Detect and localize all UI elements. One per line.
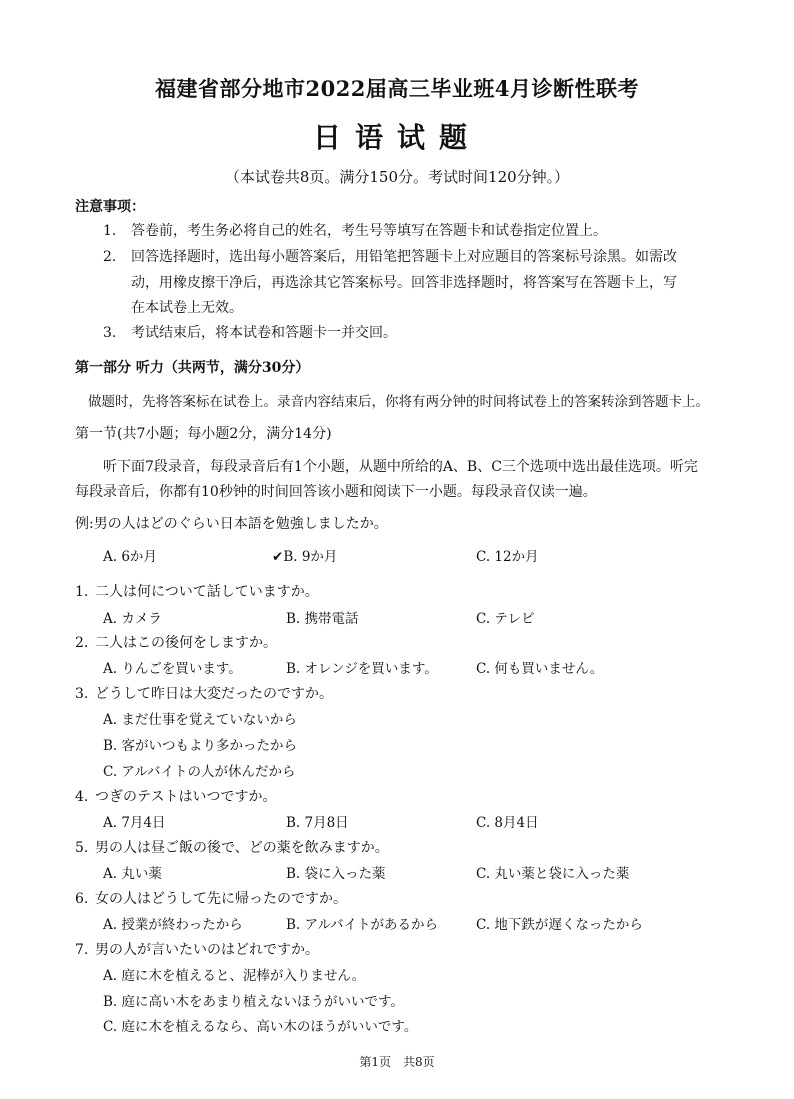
option-b: B. アルバイトがあるから (286, 917, 439, 933)
option-a: A. りんごを買います。 (103, 661, 242, 677)
option-b: B. 客がいつもより多かったから (103, 738, 298, 754)
exam-title: 福建省部分地市2022届高三毕业班4月诊断性联考 (154, 76, 640, 101)
question-text: 男の人が言いたいのはどれですか。 (95, 942, 319, 958)
section1-heading: 第一节(共7小题；每小题2分，满分14分) (75, 426, 332, 442)
option-b: B. オレンジを買います。 (286, 661, 438, 677)
question-text: つぎのテストはいつですか。 (95, 789, 277, 805)
notice-text: 动，用橡皮擦干净后，再选涂其它答案标号。回答非选择题时，将答案写在答题卡上，写 (131, 275, 677, 291)
question-number: 7. (75, 942, 89, 958)
option-a: A. 授業が終わったから (103, 917, 243, 933)
option-c: C. 8月4日 (476, 815, 539, 831)
option-c: C. アルバイトの人が休んだから (103, 764, 296, 780)
notice-text: 回答选择题时，选出每小题答案后，用铅笔把答题卡上对应题目的答案标号涂黑。如需改 (131, 249, 677, 265)
example-question: 例:男の人はどのぐらい日本語を勉強しましたか。 (75, 516, 388, 532)
notice-number: 3. (103, 325, 117, 341)
notice-number: 2. (103, 249, 117, 265)
notice-item (103, 322, 397, 342)
example-option-b-label: B. 9か月 (283, 549, 338, 565)
option-c: C. 庭に木を植えるなら、高い木のほうがいいです。 (103, 1019, 418, 1035)
notice-item (103, 220, 607, 240)
question (75, 837, 389, 857)
question-text: 二人はこの後何をしますか。 (95, 635, 277, 651)
example-option-a: A. 6か月 (103, 549, 157, 565)
page-number: 第1页 共8页 (359, 1055, 435, 1069)
option-a: A. まだ仕事を覚えていないから (103, 712, 297, 728)
notice-text: 考试结束后，将本试卷和答题卡一并交回。 (131, 325, 397, 341)
option-c: C. 丸い薬と袋に入った薬 (476, 866, 630, 882)
question (75, 683, 333, 703)
question-number: 2. (75, 635, 89, 651)
check-mark-icon: ✔ (272, 549, 284, 565)
question (75, 939, 319, 959)
option-b: B. 7月8日 (286, 815, 349, 831)
example-option-b (272, 545, 337, 565)
notice-number: 1. (103, 223, 117, 239)
question (75, 632, 277, 652)
option-b: B. 携帯電話 (286, 611, 359, 627)
question-number: 5. (75, 840, 89, 856)
notice-heading: 注意事项： (75, 199, 145, 215)
option-a: A. 丸い薬 (103, 866, 162, 882)
question-number: 6. (75, 891, 89, 907)
section1-description: 听下面7段录音，每段录音后有1个小题，从题中所给的A、B、C三个选项中选出最佳选项。听完 (103, 459, 698, 475)
question-number: 3. (75, 686, 89, 702)
part1-instruction: 做题时，先将答案标在试卷上。录音内容结束后，你将有两分钟的时间将试卷上的答案转涂到答题卡上。 (88, 394, 709, 410)
question (75, 888, 347, 908)
question (75, 581, 319, 601)
question-number: 1. (75, 584, 89, 600)
option-b: B. 庭に高い木をあまり植えないほうがいいです。 (103, 994, 404, 1010)
option-c: C. 何も買いません。 (476, 661, 604, 677)
notice-text: 答卷前，考生务必将自己的姓名，考生号等填写在答题卡和试卷指定位置上。 (131, 223, 607, 239)
example-option-c: C. 12か月 (476, 549, 539, 565)
option-b: B. 袋に入った薬 (286, 866, 386, 882)
option-c: C. 地下鉄が遅くなったから (476, 917, 643, 933)
option-a: A. カメラ (103, 611, 162, 627)
option-a: A. 7月4日 (103, 815, 166, 831)
option-a: A. 庭に木を植えると、泥棒が入りません。 (103, 968, 366, 984)
notice-item (103, 246, 677, 266)
question-text: 二人は何について話していますか。 (95, 584, 319, 600)
question-number: 4. (75, 789, 89, 805)
question-text: 男の人は昼ご飯の後で、どの薬を飲みますか。 (95, 840, 389, 856)
option-c: C. テレビ (476, 611, 535, 627)
exam-info: （本试卷共8页。满分150分。考试时间120分钟。） (224, 168, 570, 186)
section1-description: 每段录音后，你都有10秒钟的时间回答该小题和阅读下一小题。每段录音仅读一遍。 (75, 484, 597, 500)
subject-title: 日语试题 (312, 121, 481, 154)
question-text: どうして昨日は大変だったのですか。 (95, 686, 333, 702)
question (75, 786, 276, 806)
notice-text: 在本试卷上无效。 (131, 300, 243, 316)
part1-heading: 第一部分 听力（共两节，满分30分） (75, 360, 310, 376)
question-text: 女の人はどうして先に帰ったのですか。 (95, 891, 347, 907)
